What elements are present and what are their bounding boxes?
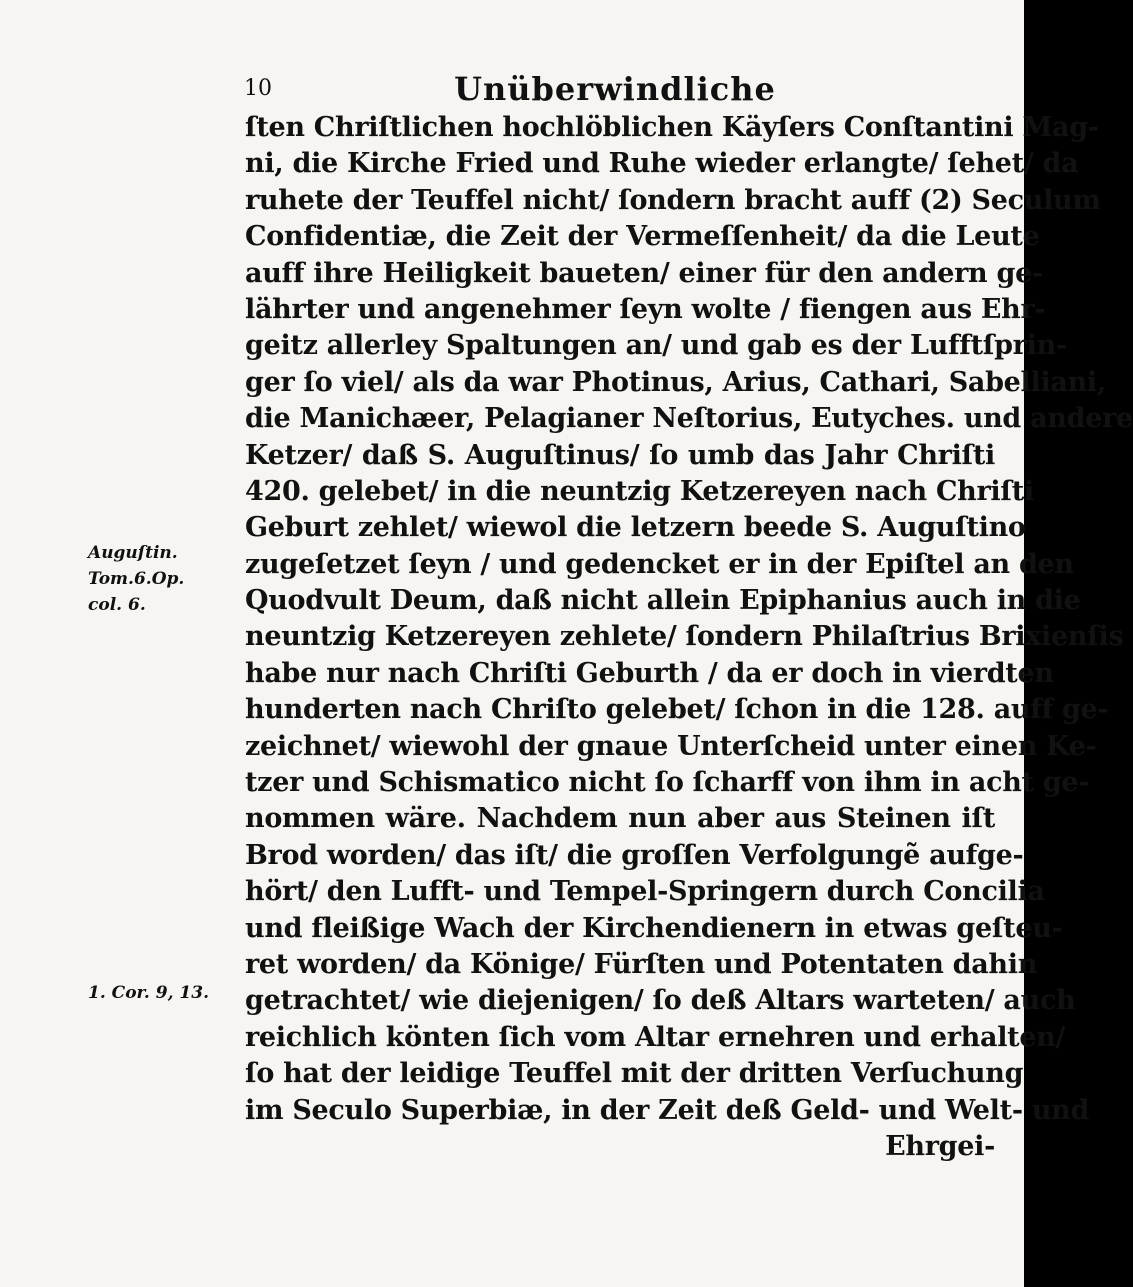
marginal-note-augustin bbox=[88, 540, 184, 618]
text-line: zeichnet/ wiewohl der gnaue Unterſcheid unter einen Ke- bbox=[245, 730, 1097, 762]
catchword: Ehrgei- bbox=[885, 1130, 995, 1162]
text-line: ſo hat der leidige Teuffel mit der dritten Verſuchung bbox=[245, 1058, 1024, 1090]
text-line: ger ſo viel/ als da war Photinus, Arius, Cathari, Sabelliani, bbox=[245, 366, 1106, 398]
text-line: ruhete der Teuffel nicht/ ſondern bracht auff (2) Seculum bbox=[245, 184, 1101, 216]
text-line: getrachtet/ wie diejenigen/ ſo deß Altars warteten/ auch bbox=[245, 985, 1076, 1017]
text-line: im Seculo Superbiæ, in der Zeit deß Geld- und Welt- und bbox=[245, 1094, 1090, 1126]
text-line: Brod worden/ das iſt/ die groſſen Verfolgungẽ aufge- bbox=[245, 839, 1024, 871]
page-number: 10 bbox=[244, 76, 272, 101]
text-line: nommen wäre. Nachdem nun aber aus Steinen iſt bbox=[245, 803, 995, 835]
text-line: auff ihre Heiligkeit baueten/ einer für den andern ge- bbox=[245, 257, 1043, 289]
text-line: 420. gelebet/ in die neuntzig Ketzereyen nach Chriſti bbox=[245, 475, 1034, 507]
text-block bbox=[245, 110, 1133, 1165]
text-line: Quodvult Deum, daß nicht allein Epiphanius auch in die bbox=[245, 585, 1081, 617]
text-line: hört/ den Lufft- und Tempel-Springern durch Concilia bbox=[245, 876, 1045, 908]
text-line: Ketzer/ daß S. Auguſtinus/ ſo umb das Jahr Chriſti bbox=[245, 439, 995, 471]
text-line: neuntzig Ketzereyen zehlete/ ſondern Philaſtrius Brixienſis bbox=[245, 621, 1124, 653]
marginal-note-corinthians bbox=[88, 980, 209, 1006]
text-line: die Manichæer, Pelagianer Neſtorius, Eutyches. und andere bbox=[245, 403, 1133, 435]
marginal-note-line: Tom.6.Op. bbox=[88, 569, 185, 589]
marginal-note-line: 1. Cor. 9, 13. bbox=[88, 983, 210, 1003]
marginal-note-line: Auguſtin. bbox=[88, 543, 178, 563]
text-line: reichlich könten ſich vom Altar ernehren und erhalten/ bbox=[245, 1021, 1066, 1053]
text-line: hunderten nach Chriſto gelebet/ ſchon in die 128. auff ge- bbox=[245, 694, 1109, 726]
text-line: habe nur nach Chriſti Geburth / da er doch in vierdten bbox=[245, 657, 1054, 689]
marginal-note-line: col. 6. bbox=[88, 595, 146, 615]
page-header bbox=[240, 70, 990, 110]
text-line: ret worden/ da Könige/ Fürſten und Potentaten dahin bbox=[245, 948, 1038, 980]
text-line: zugeſetzet ſeyn / und gedencket er in der Epiſtel an den bbox=[245, 548, 1074, 580]
text-line: ni, die Kirche Fried und Ruhe wieder erlangte/ ſehet/ da bbox=[245, 148, 1079, 180]
running-head: Unüberwindliche bbox=[454, 70, 776, 108]
text-line: Confidentiæ, die Zeit der Vermeſſenheit/ da die Leute bbox=[245, 221, 1040, 253]
text-line: und fleißige Wach der Kirchendienern in etwas geſteu- bbox=[245, 912, 1063, 944]
text-line: tzer und Schismatico nicht ſo ſcharff von ihm in acht ge- bbox=[245, 767, 1090, 799]
text-line: geitz allerley Spaltungen an/ und gab es der Lufftſprin- bbox=[245, 330, 1067, 362]
text-line: ſten Chriſtlichen hochlöblichen Käyſers Conſtantini Mag- bbox=[245, 112, 1099, 143]
text-line: Geburt zehlet/ wiewol die letzern beede S. Auguſtino bbox=[245, 512, 1026, 544]
text-line: lährter und angenehmer ſeyn wolte / fiengen aus Ehr- bbox=[245, 293, 1046, 325]
